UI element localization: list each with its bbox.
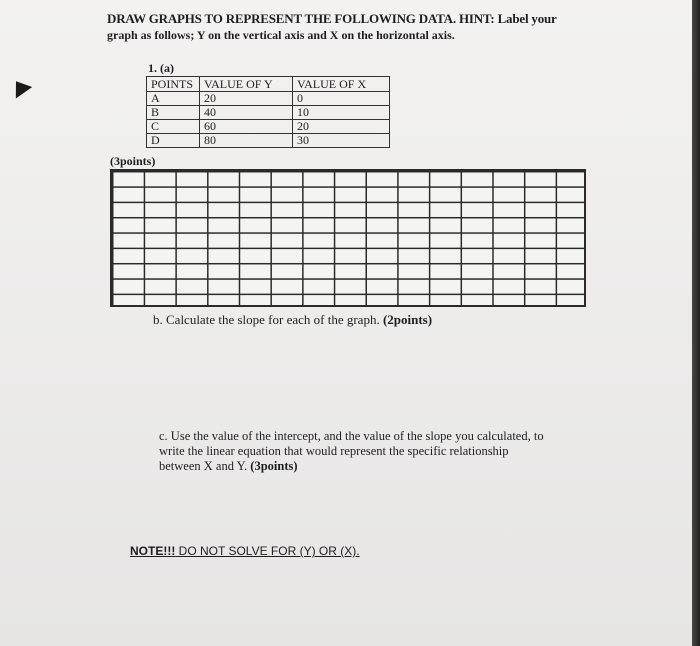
instructions-header bbox=[107, 11, 577, 43]
cell-y: 40 bbox=[200, 106, 293, 120]
cell-x: 30 bbox=[293, 134, 390, 148]
question-c-points: (3points) bbox=[250, 459, 298, 473]
cell-point: B bbox=[147, 106, 200, 120]
question-b-text: b. Calculate the slope for each of the graph. bbox=[153, 312, 380, 327]
question-a-points: (3points) bbox=[110, 154, 156, 168]
note-label: NOTE!!! bbox=[130, 544, 176, 558]
data-table bbox=[146, 76, 390, 148]
photo-background-edge bbox=[692, 0, 700, 646]
cell-y: 60 bbox=[200, 120, 293, 134]
graph-grid bbox=[110, 169, 586, 307]
question-b bbox=[153, 312, 432, 328]
question-a-label: 1. (a) bbox=[148, 61, 174, 75]
instructions-line-1: DRAW GRAPHS TO REPRESENT THE FOLLOWING DATA. HINT: Label your bbox=[107, 11, 557, 26]
table-row bbox=[147, 134, 390, 148]
cell-x: 10 bbox=[293, 106, 390, 120]
cell-x: 0 bbox=[293, 92, 390, 106]
question-b-points: (2points) bbox=[382, 312, 433, 327]
cell-y: 20 bbox=[200, 92, 293, 106]
cell-x: 20 bbox=[293, 120, 390, 134]
note-text: DO NOT SOLVE FOR (Y) OR (X). bbox=[175, 544, 360, 558]
instructions-line-2: graph as follows; Y on the vertical axis and X on the horizontal axis. bbox=[107, 28, 455, 42]
table-header-row bbox=[147, 77, 390, 92]
cell-y: 80 bbox=[200, 134, 293, 148]
question-c bbox=[159, 429, 549, 474]
table-row bbox=[147, 92, 390, 106]
table-row bbox=[147, 120, 390, 134]
note bbox=[130, 544, 360, 558]
cell-point: C bbox=[147, 120, 200, 134]
question-c-text: c. Use the value of the intercept, and the value of the slope you calculated, to write the linear equation that would represent the specific relationship between X and Y. bbox=[159, 429, 544, 473]
cell-point: D bbox=[147, 134, 200, 148]
cell-point: A bbox=[147, 92, 200, 106]
table-row bbox=[147, 106, 390, 120]
header-value-y: VALUE OF Y bbox=[200, 77, 293, 92]
header-points: POINTS bbox=[147, 77, 200, 92]
header-value-x: VALUE OF X bbox=[293, 77, 390, 92]
